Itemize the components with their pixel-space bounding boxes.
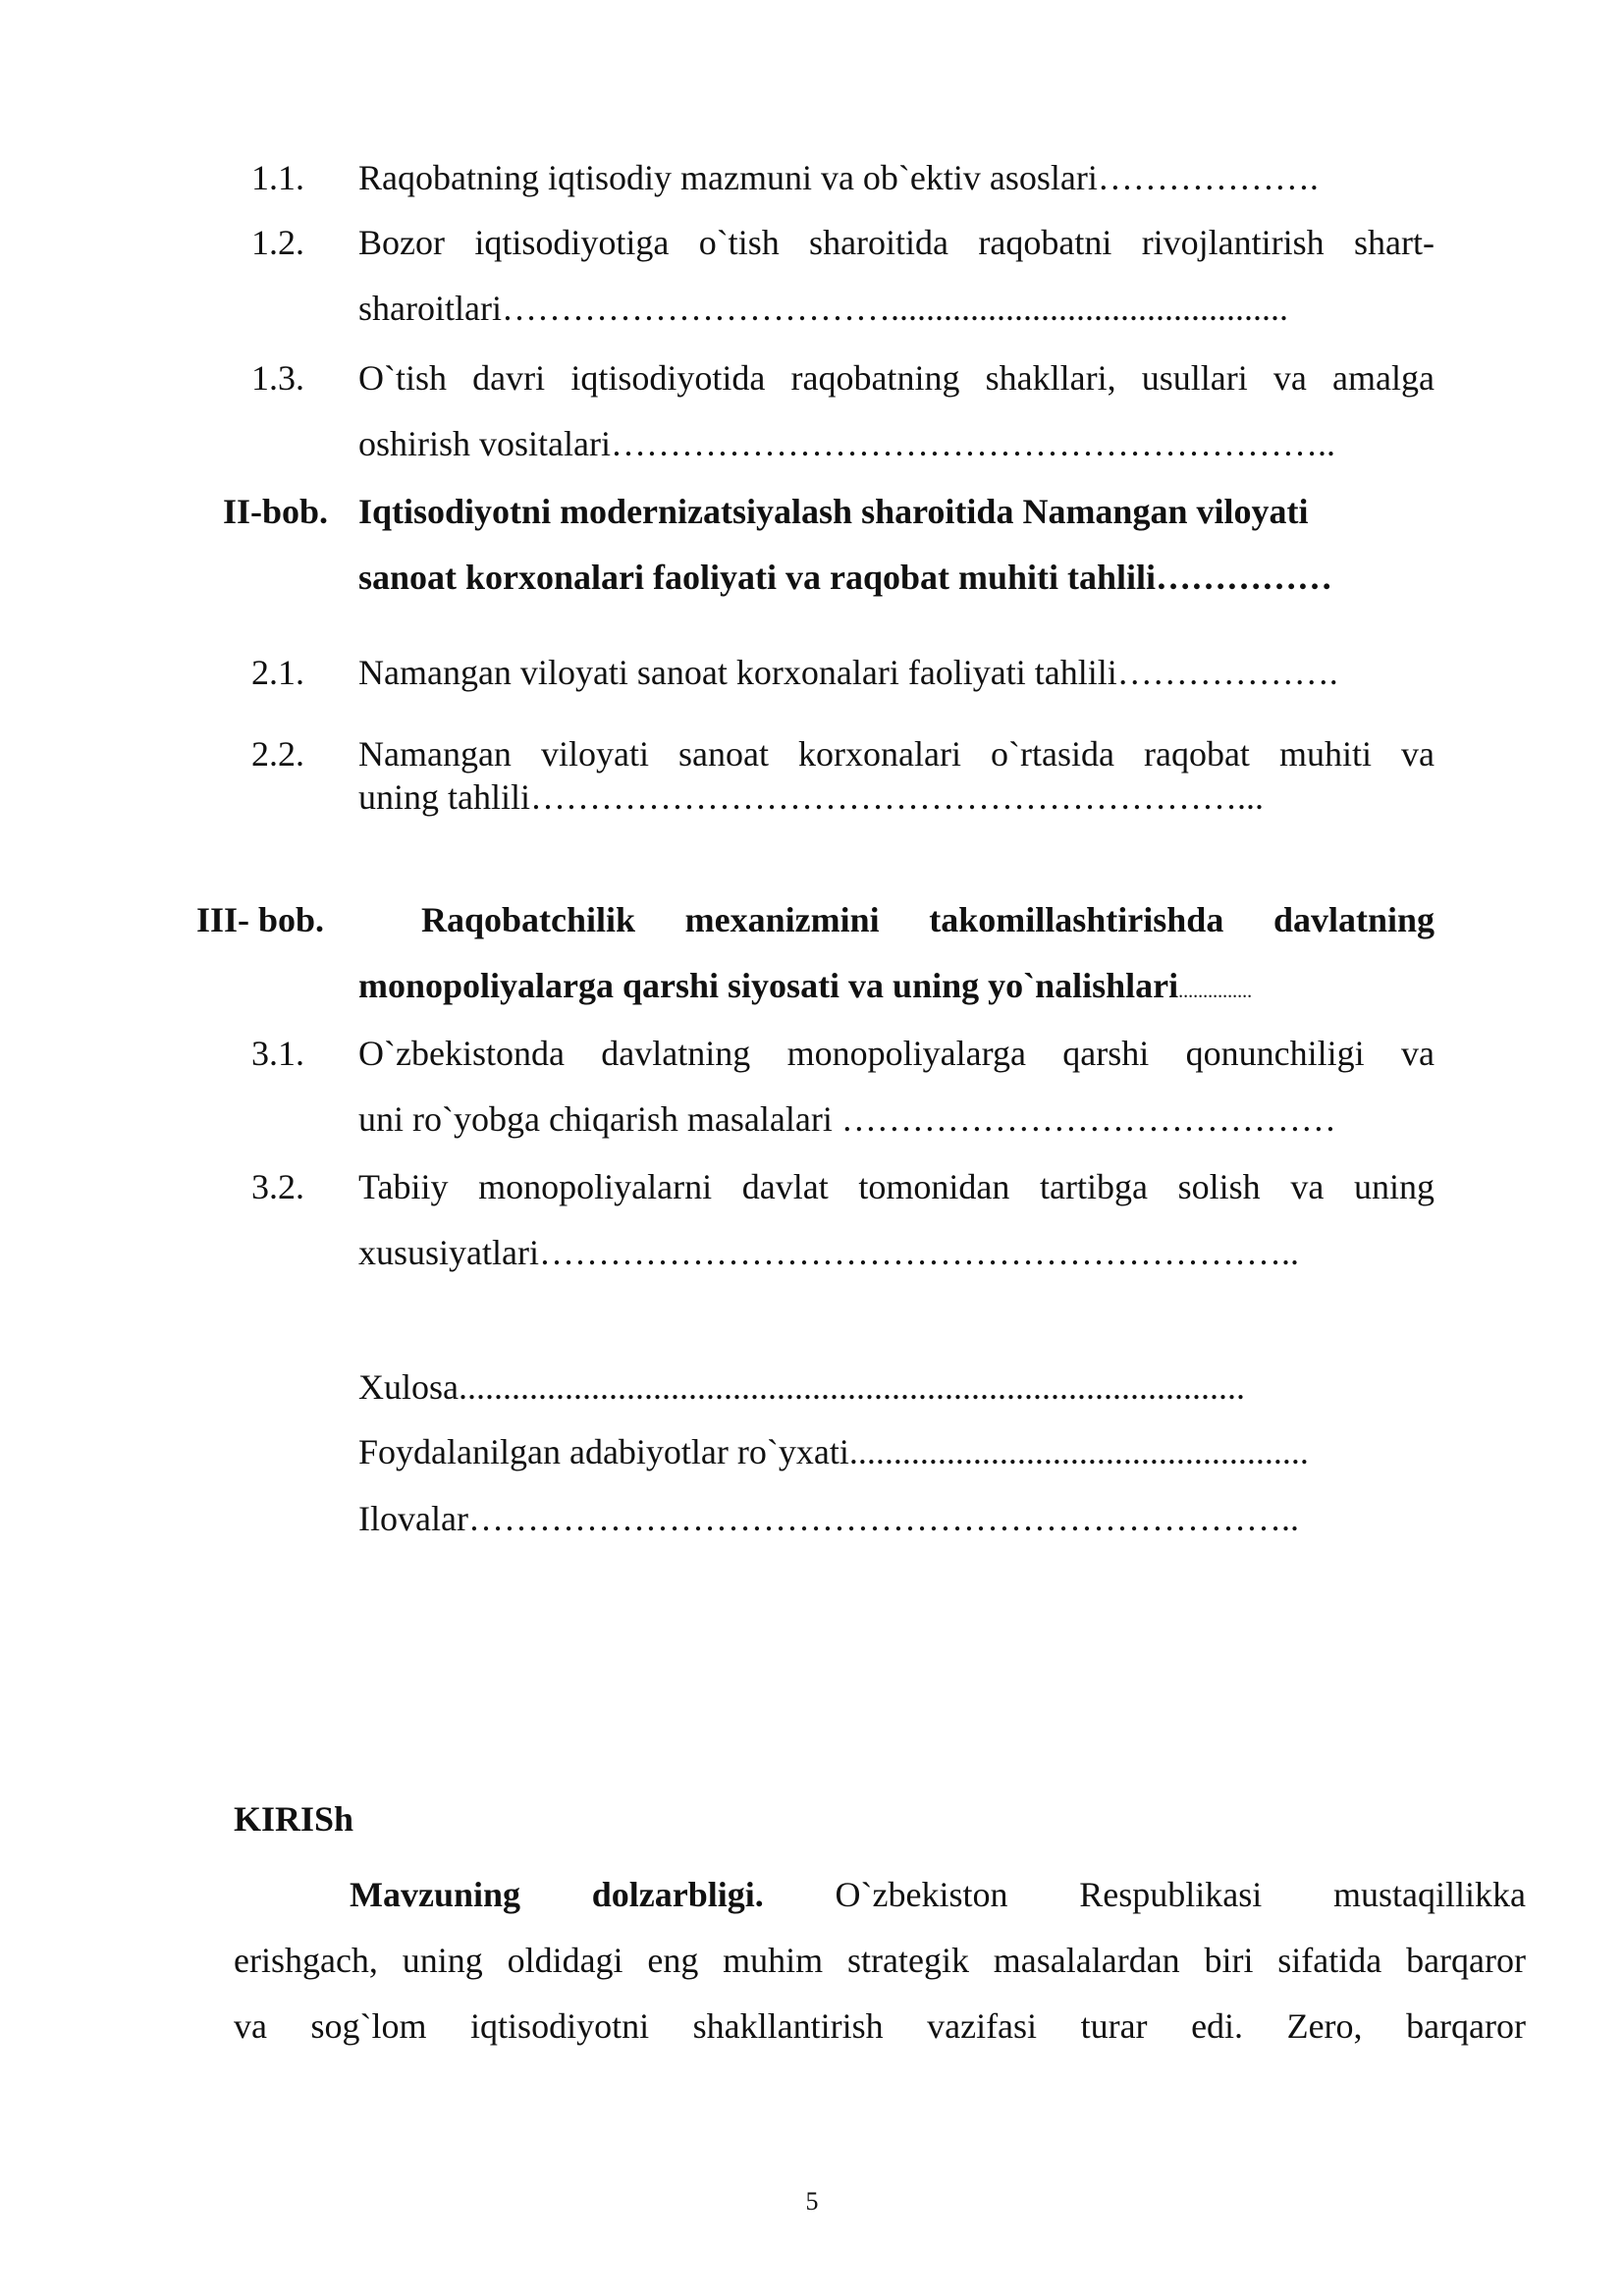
toc-number: 2.1. <box>251 653 304 692</box>
section-heading: KIRISh <box>234 1799 354 1839</box>
toc-chapter-number: III- bob. <box>196 900 325 939</box>
toc-line: Iqtisodiyotni modernizatsiyalash sharoitida Namangan viloyati <box>358 492 1309 531</box>
toc-title <box>358 1154 1435 1286</box>
toc-title <box>358 210 1435 342</box>
toc-chapter-title <box>358 887 1435 1025</box>
toc-conclusion <box>358 1355 1245 1420</box>
toc-number: 1.1. <box>251 158 304 197</box>
toc-line: Raqobatning iqtisodiy mazmuni va ob`ektiv asoslari………………. <box>358 158 1319 197</box>
toc-number: 2.2. <box>251 734 304 774</box>
toc-line: O`tish davri iqtisodiyotida raqobatning shakllari, usullari va amalga <box>358 358 1435 398</box>
toc-line: oshirish vositalari…………………………………………………….. <box>358 424 1335 463</box>
toc-references <box>358 1419 1309 1485</box>
paragraph-line: va sog`lom iqtisodiyotni shakllantirish vazifasi turar edi. Zero, barqaror <box>234 2006 1526 2046</box>
toc-line: Foydalanilgan adabiyotlar ro`yxati.................................................... <box>358 1432 1309 1471</box>
toc-line: Xulosa......................................................................................... <box>358 1367 1245 1407</box>
page-number: 5 <box>805 2187 819 2216</box>
toc-line: Tabiiy monopoliyalarni davlat tomonidan tartibga solish va uning <box>358 1167 1435 1206</box>
toc-line: xususiyatlari……………………………………………………….. <box>358 1233 1299 1272</box>
toc-line <box>358 953 1435 1025</box>
toc-line: Ilovalar…………………………………………………………….. <box>358 1499 1299 1538</box>
toc-line <box>358 887 1435 953</box>
toc-title <box>358 640 1425 706</box>
toc-appendices <box>358 1486 1299 1552</box>
toc-line: sanoat korxonalari faoliyati va raqobat muhiti tahlili…………… <box>358 558 1333 597</box>
toc-number: 3.2. <box>251 1167 304 1206</box>
toc-chapter-number: II-bob. <box>222 492 328 531</box>
line-text: O`zbekiston Respublikasi mustaqillikka <box>763 1875 1526 1914</box>
toc-line: uni ro`yobga chiqarish masalalari …………………………………… <box>358 1099 1336 1139</box>
toc-leader-dots: ............... <box>1178 981 1253 1002</box>
toc-number: 3.1. <box>251 1034 304 1073</box>
intro-paragraph <box>234 1862 1526 2059</box>
toc-line: Bozor iqtisodiyotiga o`tish sharoitida raqobatni rivojlantirish shart- <box>358 223 1435 262</box>
toc-title <box>358 145 1425 211</box>
lead-phrase: Mavzuning dolzarbligi. <box>350 1875 764 1914</box>
toc-line: uning tahlili……………………………………………………... <box>358 777 1264 817</box>
toc-number: 1.2. <box>251 223 304 262</box>
toc-line-text: Raqobatchilik mexanizmini takomillashtirishda davlatning <box>421 900 1435 939</box>
toc-title <box>358 1021 1435 1152</box>
toc-line: Namangan viloyati sanoat korxonalari o`rtasida raqobat muhiti va <box>358 734 1435 774</box>
paragraph-line <box>234 1862 1526 1928</box>
toc-title <box>358 732 1435 819</box>
toc-title <box>358 346 1435 477</box>
toc-line: sharoitlari……………………………............................................. <box>358 289 1288 328</box>
toc-line: Namangan viloyati sanoat korxonalari faoliyati tahlili………………. <box>358 653 1338 692</box>
paragraph-line: erishgach, uning oldidagi eng muhim strategik masalalardan biri sifatida barqaror <box>234 1941 1526 1980</box>
toc-line: O`zbekistonda davlatning monopoliyalarga qarshi qonunchiligi va <box>358 1034 1435 1073</box>
toc-chapter-title <box>358 479 1425 611</box>
toc-line-text: monopoliyalarga qarshi siyosati va uning yo`nalishlari <box>358 966 1179 1005</box>
toc-number: 1.3. <box>251 358 304 398</box>
